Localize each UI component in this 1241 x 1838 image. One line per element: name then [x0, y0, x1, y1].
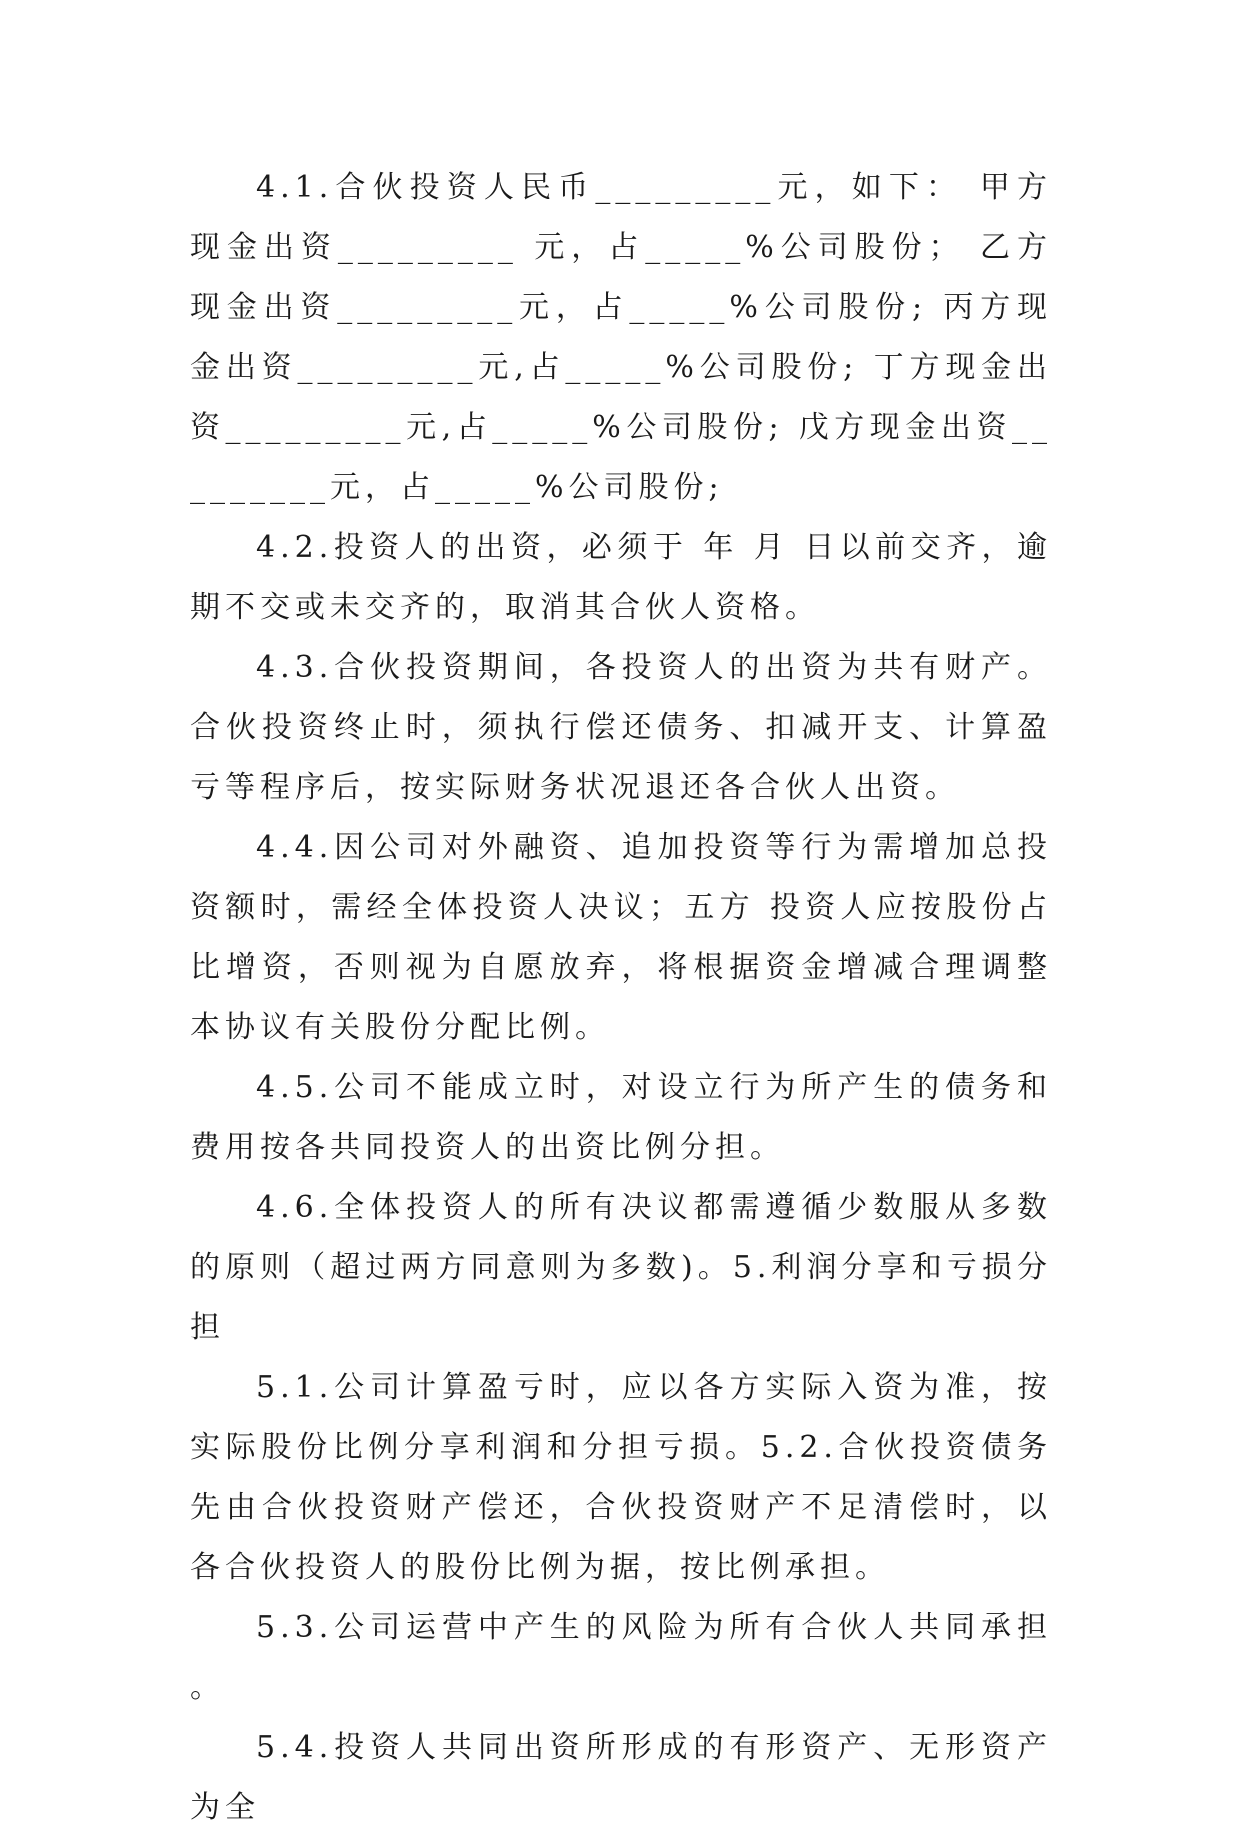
clause-5-3: 5.3.公司运营中产生的风险为所有合伙人共同承担。 — [190, 1610, 1052, 1705]
clause-5-1: 5.1.公司计算盈亏时，应以各方实际入资为准，按实际股份比例分享利润和分担亏损。5.2.合伙投资债务先由合伙投资财产偿还，合伙投资财产不足清偿时，以各合伙投资人的股份比例为据，按比例承担。 — [190, 1370, 1052, 1585]
clause-5-4: 5.4.投资人共同出资所形成的有形资产、无形资产为全 — [190, 1730, 1052, 1825]
clause-4-1: 4.1.合伙投资人民币_________元，如下： 甲方现金出资_________ 元，占_____%公司股份； 乙方现金出资_________元，占_____%公司股份; 丙方现金出资_________元,占_____%公司股份; 丁方现金出资_________元,占_____%公司股份; 戊方现金出资_________元，占_____%公司股份; — [190, 170, 1052, 505]
document-body — [190, 158, 1052, 1838]
clause-4-6: 4.6.全体投资人的所有决议都需遵循少数服从多数的原则（超过两方同意则为多数)。5.利润分享和亏损分担 — [190, 1190, 1052, 1345]
clause-4-3: 4.3.合伙投资期间，各投资人的出资为共有财产。合伙投资终止时，须执行偿还债务、扣减开支、计算盈亏等程序后，按实际财务状况退还各合伙人出资。 — [190, 650, 1052, 805]
clause-4-2: 4.2.投资人的出资，必须于 年 月 日以前交齐，逾期不交或未交齐的，取消其合伙人资格。 — [190, 530, 1052, 625]
clause-4-5: 4.5.公司不能成立时，对设立行为所产生的债务和费用按各共同投资人的出资比例分担。 — [190, 1070, 1052, 1165]
clause-4-4: 4.4.因公司对外融资、追加投资等行为需增加总投资额时，需经全体投资人决议；五方 投资人应按股份占比增资，否则视为自愿放弃，将根据资金增减合理调整本协议有关股份分配比例。 — [190, 830, 1052, 1045]
